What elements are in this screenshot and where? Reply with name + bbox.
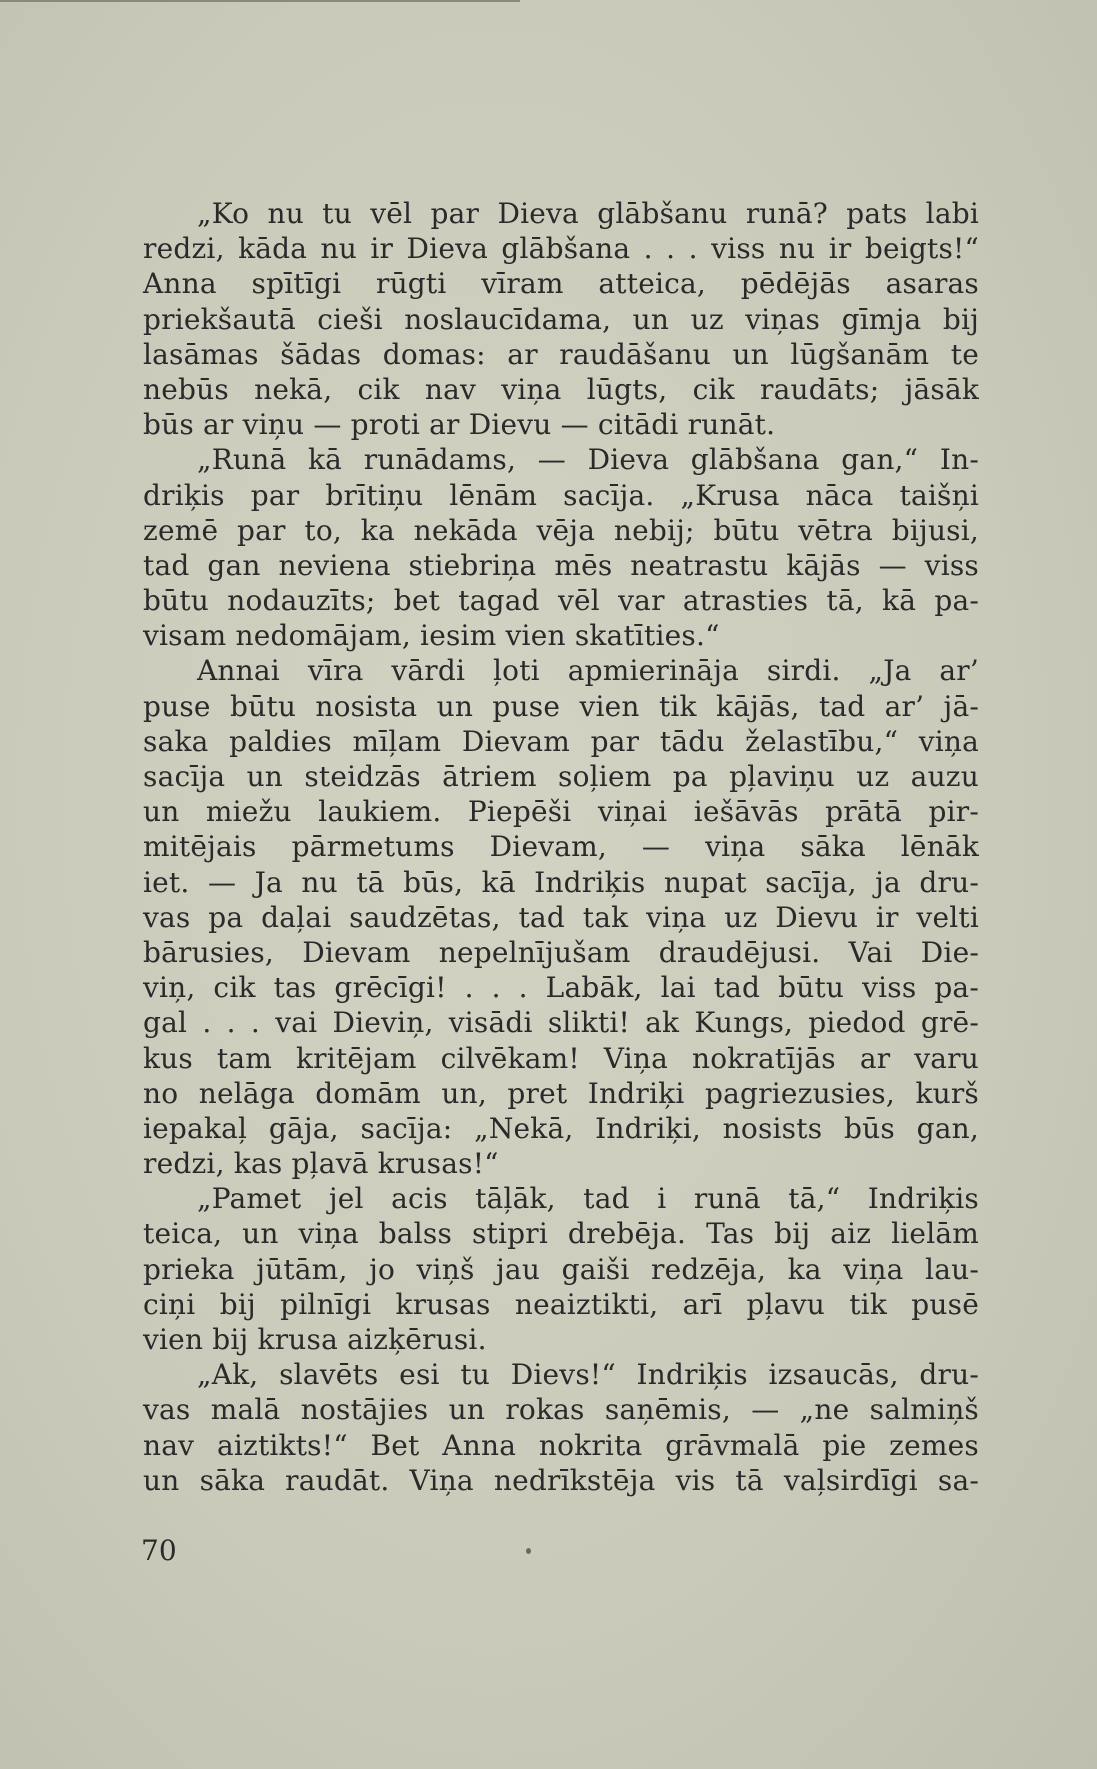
text-line: vien bij krusa aizķērusi. bbox=[143, 1323, 487, 1356]
text-line: iepakaļ gāja, sacīja: „Nekā, Indriķi, nosists būs gan, bbox=[143, 1111, 979, 1145]
text-line: Annai vīra vārdi ļoti apmierināja sirdi. „Ja ar’ bbox=[197, 654, 979, 688]
text-line: puse būtu nosista un puse vien tik kājās, tad ar’ jā- bbox=[143, 689, 979, 723]
text-line: kus tam kritējam cilvēkam! Viņa nokratījās ar varu bbox=[143, 1041, 979, 1075]
text-line: „Runā kā runādams, — Dieva glābšana gan,“ In- bbox=[197, 443, 979, 477]
text-line: redzi, kas pļavā krusas!“ bbox=[143, 1147, 499, 1181]
text-line: vas pa daļai saudzētas, tad tak viņa uz Dievu ir velti bbox=[143, 900, 979, 934]
text-line: viņ, cik tas grēcīgi! . . . Labāk, lai tad būtu viss pa- bbox=[143, 971, 979, 1005]
text-line: ciņi bij pilnīgi krusas neaiztikti, arī pļavu tik pusē bbox=[143, 1287, 979, 1321]
text-line: „Ak, slavēts esi tu Dievs!“ Indriķis izsaucās, dru- bbox=[197, 1358, 979, 1392]
text-line: Anna spītīgi rūgti vīram atteica, pēdējās asaras bbox=[143, 267, 979, 301]
text-line: iet. — Ja nu tā būs, kā Indriķis nupat sacīja, ja dru- bbox=[143, 865, 979, 899]
text-line: tad gan neviena stiebriņa mēs neatrastu kājās — viss bbox=[143, 548, 979, 582]
text-line: teica, un viņa balss stipri drebēja. Tas bij aiz lielām bbox=[143, 1217, 979, 1251]
text-line: un sāka raudāt. Viņa nedrīkstēja vis tā vaļsirdīgi sa- bbox=[143, 1463, 979, 1497]
text-line: bārusies, Dievam nepelnījušam draudējusi. Vai Die- bbox=[143, 935, 979, 969]
text-line: sacīja un steidzās ātriem soļiem pa pļaviņu uz auzu bbox=[143, 760, 979, 793]
body-text bbox=[143, 196, 979, 1498]
page-number: 70 bbox=[141, 1534, 177, 1567]
text-line: būs ar viņu — proti ar Dievu — citādi runāt. bbox=[143, 408, 776, 442]
text-line: un miežu laukiem. Piepēši viņai iešāvās prātā pir- bbox=[143, 795, 979, 829]
text-line: no nelāga domām un, pret Indriķi pagriezusies, kurš bbox=[143, 1076, 979, 1110]
text-line: zemē par to, ka nekāda vēja nebij; būtu vētra bijusi, bbox=[143, 513, 979, 547]
text-line: mitējais pārmetums Dievam, — viņa sāka lēnāk bbox=[143, 830, 979, 864]
text-line: redzi, kāda nu ir Dieva glābšana . . . viss nu ir beigts!“ bbox=[143, 232, 979, 266]
text-line: nebūs nekā, cik nav viņa lūgts, cik raudāts; jāsāk bbox=[143, 372, 979, 406]
top-edge-rule bbox=[0, 0, 520, 2]
text-line: driķis par brītiņu lēnām sacīja. „Krusa nāca taišņi bbox=[143, 478, 979, 512]
text-line: nav aiztikts!“ Bet Anna nokrita grāvmalā pie zemes bbox=[143, 1428, 979, 1462]
text-line: saka paldies mīļam Dievam par tādu želastību,“ viņa bbox=[143, 724, 979, 758]
text-line: būtu nodauzīts; bet tagad vēl var atrasties tā, kā pa- bbox=[143, 584, 979, 618]
text-line: vas malā nostājies un rokas saņēmis, — „ne salmiņš bbox=[143, 1393, 979, 1427]
text-line: gal . . . vai Dieviņ, visādi slikti! ak Kungs, piedod grē- bbox=[143, 1006, 979, 1040]
text-line: lasāmas šādas domas: ar raudāšanu un lūgšanām te bbox=[143, 337, 979, 371]
text-line: visam nedomājam, iesim vien skatīties.“ bbox=[143, 619, 720, 653]
text-line: „Ko nu tu vēl par Dieva glābšanu runā? pats labi bbox=[197, 197, 979, 230]
text-line: priekšautā cieši noslaucīdama, un uz viņas gīmja bij bbox=[143, 302, 979, 336]
text-line: „Pamet jel acis tāļāk, tad i runā tā,“ Indriķis bbox=[197, 1182, 979, 1216]
text-line: prieka jūtām, jo viņš jau gaiši redzēja, ka viņa lau- bbox=[143, 1252, 979, 1286]
ink-speck bbox=[526, 1548, 531, 1554]
